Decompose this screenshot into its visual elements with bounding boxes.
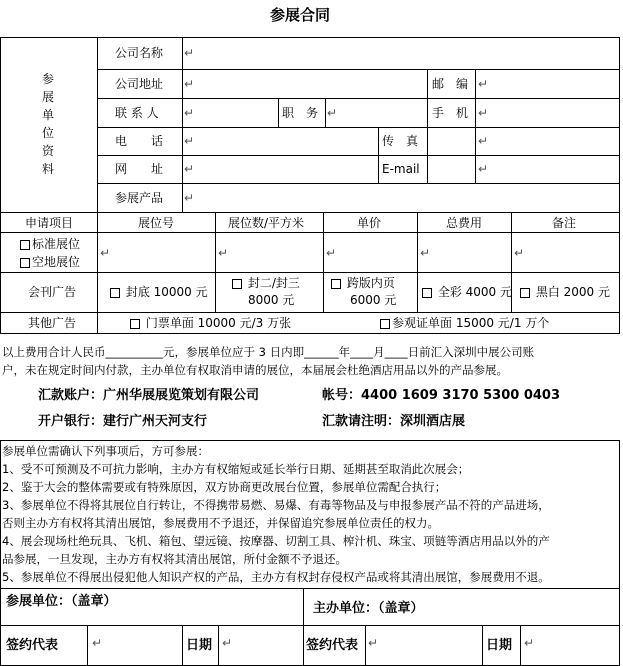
fax-label: 传 真 [382,134,419,148]
phone-label: 电 话 [115,134,164,148]
products-label: 参展产品 [115,191,164,205]
booth-no-field[interactable]: ↵ [100,246,111,260]
col-booth-count: 展位数/平方米 [228,216,305,230]
raw-space-checkbox[interactable]: 空地展位 [20,255,80,269]
website-label: 网 址 [115,162,164,176]
checkbox-icon [331,279,341,289]
position-label: 职 务 [282,106,319,120]
black-white-checkbox[interactable]: 黑白 2000 元 [520,285,610,299]
back-cover-checkbox[interactable]: 封底 10000 元 [110,285,208,299]
remit-note: 汇款请注明：深圳酒店展 [322,414,466,429]
checkbox-icon [232,279,242,289]
exhibitor-rep-field[interactable]: ↵ [92,636,103,650]
mobile-label: 手 机 [432,106,469,120]
exhibitor-date-label: 日期 [186,638,213,653]
checkbox-icon [110,288,120,298]
company-name-label: 公司名称 [115,46,164,60]
phone-field[interactable]: ↵ [184,134,195,148]
position-field[interactable]: ↵ [327,106,338,120]
standard-booth-checkbox[interactable]: 标准展位 [20,237,80,251]
checkbox-icon [130,319,140,329]
contact-label: 联 系 人 [115,106,159,120]
other-ads-label: 其他广告 [28,316,77,330]
booth-count-field[interactable]: ↵ [218,246,229,260]
contact-field[interactable]: ↵ [184,106,195,120]
col-booth-no: 展位号 [138,216,175,230]
exhibitor-seal-label: 参展单位：（盖章） [6,594,117,609]
page-title: 参展合同 [270,6,331,24]
full-color-checkbox[interactable]: 全彩 4000 元 [422,285,512,299]
mobile-field[interactable]: ↵ [478,106,489,120]
payment-line-1: 以上费用合计人民币__________元，参展单位应于 3 日内即______年____月____日前汇入深圳中展公司账 [2,345,535,359]
checkbox-icon [20,240,30,250]
checkbox-icon [422,288,432,298]
company-name-field[interactable]: ↵ [184,46,195,60]
spread-page-price: 6000 元 [350,293,397,307]
pass-ad-checkbox[interactable]: 参观证单面 15000 元/1 万个 [380,316,549,330]
col-apply-item: 申请项目 [25,216,74,230]
exhibitor-date-field[interactable]: ↵ [222,636,233,650]
opening-bank: 开户银行：建行广州天河支行 [38,414,208,429]
organizer-rep-label: 签约代表 [306,638,359,653]
col-remarks: 备注 [552,216,577,230]
postcode-field[interactable]: ↵ [478,77,489,91]
organizer-seal-label: 主办单位：（盖章） [313,601,424,616]
ticket-ad-checkbox[interactable]: 门票单面 10000 元/3 万张 [130,316,291,330]
col-total: 总费用 [446,216,483,230]
email-field[interactable]: ↵ [478,162,489,176]
catalog-ads-label: 会刊广告 [28,285,77,299]
organizer-date-field[interactable]: ↵ [524,636,535,650]
total-field[interactable]: ↵ [420,246,431,260]
company-address-label: 公司地址 [115,77,164,91]
website-field[interactable]: ↵ [184,162,195,176]
spread-page-checkbox[interactable]: 跨版内页 [331,276,395,290]
checkbox-icon [380,319,390,329]
account-number: 帐号：4400 1609 3170 5300 0403 [322,388,561,403]
postcode-label: 邮 编 [432,77,469,91]
products-field[interactable]: ↵ [184,191,195,205]
checkbox-icon [520,288,530,298]
checkbox-icon [20,258,30,268]
remarks-field[interactable]: ↵ [514,246,525,260]
exhibitor-rep-label: 签约代表 [6,638,59,653]
inner-cover-price: 8000 元 [248,293,295,307]
company-address-field[interactable]: ↵ [184,77,195,91]
fax-field[interactable]: ↵ [478,134,489,148]
organizer-rep-field[interactable]: ↵ [368,636,379,650]
remit-account: 汇款账户：广州华展展览策划有限公司 [38,388,260,403]
unit-price-field[interactable]: ↵ [326,246,337,260]
col-unit-price: 单价 [357,216,382,230]
organizer-date-label: 日期 [486,638,513,653]
inner-cover-checkbox[interactable]: 封二/封三 [232,276,300,290]
payment-line-2: 户，未在规定时间内付款，主办单位有权取消申请的展位，本届展会杜绝酒店用品以外的产品参展。 [2,363,508,377]
email-label: E-mail [382,162,420,176]
